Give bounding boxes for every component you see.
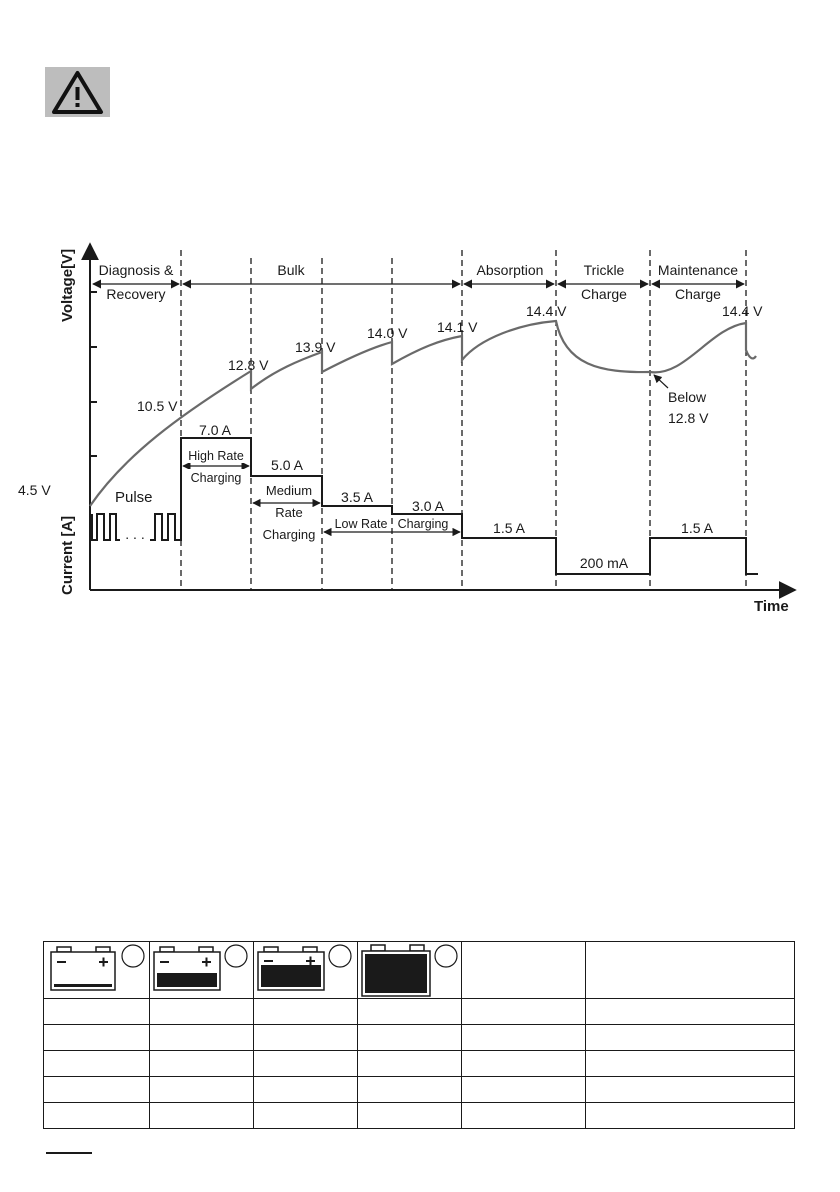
table-row: [44, 1051, 795, 1077]
current-profile: [92, 514, 120, 540]
phase-label-absorption: Absorption: [476, 262, 544, 278]
current-label: 1.5 A: [681, 520, 713, 536]
battery-header-cell: [44, 942, 150, 999]
phase-labels: [94, 261, 744, 302]
table-row: [44, 1025, 795, 1051]
below-note-line1: Below: [668, 389, 707, 405]
phase-label-recovery: Recovery: [106, 286, 166, 302]
voltage-label: 14.1 V: [437, 319, 478, 335]
x-axis-label: Time: [754, 598, 789, 615]
phase-label-trickle-charge: Charge: [581, 286, 627, 302]
current-label: 3.0 A: [412, 498, 444, 514]
current-label: 1.5 A: [493, 520, 525, 536]
high-rate-line1: High Rate: [188, 449, 244, 463]
medium-rate-line1: Medium: [265, 483, 313, 498]
warning-box: [45, 67, 110, 117]
voltage-label: 12.8 V: [228, 357, 269, 373]
current-label: 7.0 A: [199, 422, 231, 438]
current-label: 200 mA: [579, 555, 629, 571]
current-label: 5.0 A: [271, 457, 303, 473]
voltage-labels: [18, 303, 763, 498]
battery-large-full-icon: [358, 942, 462, 998]
low-rate-line2: Charging: [397, 517, 449, 531]
high-rate-line2: Charging: [190, 471, 242, 485]
medium-rate-line3: Charging: [262, 527, 316, 542]
medium-rate-line2: Rate: [275, 505, 303, 520]
below-note-line2: 12.8 V: [668, 410, 709, 426]
y2-axis-label: Current [A]: [59, 515, 76, 595]
phase-label-bulk: Bulk: [277, 262, 305, 278]
voltage-label: 14.4 V: [526, 303, 567, 319]
current-label: 3.5 A: [341, 489, 373, 505]
pulse-label: Pulse: [115, 489, 153, 506]
warning-triangle-icon: [45, 67, 110, 117]
battery-header-row: [44, 942, 795, 999]
voltage-label: 13.9 V: [295, 339, 336, 355]
voltage-label: 14.0 V: [367, 325, 408, 341]
battery-half-icon: [150, 942, 254, 998]
table-row: [44, 1077, 795, 1103]
battery-header-cell: [586, 942, 795, 999]
voltage-label: 10.5 V: [137, 398, 178, 414]
footer-rule: [46, 1152, 92, 1154]
battery-header-cell: [254, 942, 358, 999]
table-row: [44, 1103, 795, 1129]
voltage-label: 4.5 V: [18, 482, 51, 498]
battery-mostly-full-icon: [254, 942, 358, 998]
charging-curve-diagram: [0, 230, 840, 620]
y-ticks: [90, 292, 97, 456]
phase-label-trickle: Trickle: [583, 262, 625, 278]
battery-table: [43, 941, 795, 1129]
y-axis-label: Voltage[V]: [59, 248, 76, 322]
phase-label-maintenance: Maintenance: [657, 262, 739, 278]
phase-label-maintenance-charge: Charge: [675, 286, 721, 302]
below-note-pointer: [654, 375, 668, 388]
phase-label-diagnosis: Diagnosis &: [98, 262, 174, 278]
battery-low-icon: [44, 942, 150, 998]
voltage-label: 14.4 V: [722, 303, 763, 319]
battery-header-cell: [150, 942, 254, 999]
battery-header-cell: [462, 942, 586, 999]
low-rate-line1: Low Rate: [334, 517, 388, 531]
table-row: [44, 999, 795, 1025]
pulse-dots: . . .: [125, 526, 145, 542]
battery-header-cell: [358, 942, 462, 999]
